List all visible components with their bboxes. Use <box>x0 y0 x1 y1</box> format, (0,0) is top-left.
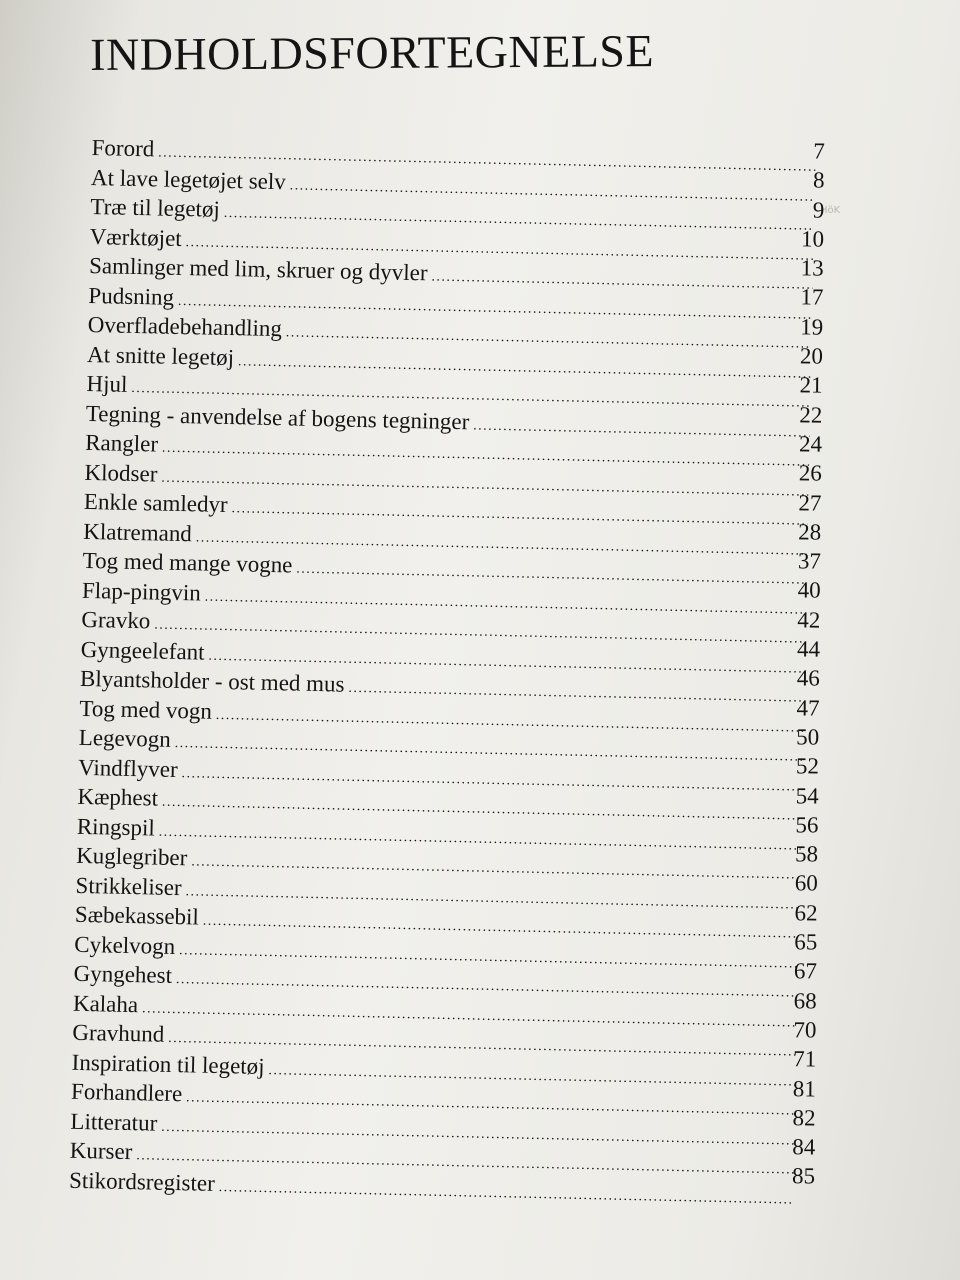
page-title: INDHOLDSFORTEGNELSE <box>90 25 655 80</box>
toc-entry-title: Forord <box>91 134 155 162</box>
toc-page-number: 62 <box>794 900 818 926</box>
toc-page-number: 81 <box>792 1075 816 1102</box>
toc-entry-title: Sæbekassebil <box>74 901 200 930</box>
toc-entry-title: Inspiration til legetøj <box>71 1049 265 1079</box>
toc-entry-title: Pudsning <box>88 282 175 310</box>
toc-page-number: 68 <box>793 987 817 1014</box>
toc-entry-title: Gyngeelefant <box>80 636 205 665</box>
toc-entry-title: Vindflyver <box>77 754 178 782</box>
toc-entry-title: Træ til legetøj <box>90 193 221 222</box>
toc-entry-title: Hjul <box>86 370 128 397</box>
toc-entry-title: Tegning - anvendelse af bogens tegninger <box>85 400 470 434</box>
toc-page-number: 47 <box>796 694 820 721</box>
toc-page-number: 52 <box>795 753 820 779</box>
toc-page-number: 40 <box>797 577 821 604</box>
faint-mark: HöK <box>820 205 841 216</box>
toc-page-number: 24 <box>798 431 823 457</box>
toc-page-number: 9 <box>812 197 825 223</box>
toc-entry-title: Ringspil <box>76 813 156 841</box>
toc-page-number: 22 <box>799 402 823 428</box>
toc-entries <box>68 133 825 1211</box>
toc-page-number: 19 <box>800 314 824 340</box>
toc-page-number: 85 <box>791 1163 816 1189</box>
toc-entry-title: Gyngehest <box>73 960 173 988</box>
toc-entry-title: Cykelvogn <box>74 931 176 959</box>
toc-page-number: 70 <box>793 1017 817 1043</box>
toc-page-number: 8 <box>812 167 825 193</box>
toc-entry-title: Kurser <box>69 1137 133 1165</box>
toc-page-number: 27 <box>798 489 822 516</box>
toc-page-number: 67 <box>793 958 818 984</box>
toc-page-number: 13 <box>800 255 824 281</box>
toc-entry-title: Blyantsholder - ost med mus <box>79 665 345 697</box>
toc-entry-title: At snitte legetøj <box>86 341 235 370</box>
toc-entry-title: Klatremand <box>83 518 193 546</box>
toc-page-number: 21 <box>799 372 823 398</box>
toc-page-number: 7 <box>813 138 825 164</box>
toc-page-number: 28 <box>798 519 822 545</box>
toc-page-number: 82 <box>792 1105 816 1131</box>
toc-entry-title: Rangler <box>84 429 159 457</box>
toc-page-number: 42 <box>797 607 821 633</box>
toc-entry-title: Forhandlere <box>70 1078 183 1107</box>
toc-entry-title: Tog med vogn <box>79 695 213 724</box>
toc-entry-title: Værktøjet <box>89 223 183 251</box>
toc-page-number: 71 <box>793 1046 817 1072</box>
toc-entry-title: Kalaha <box>72 990 139 1017</box>
toc-entry-title: Legevogn <box>78 724 172 752</box>
toc-page-number: 50 <box>796 724 820 750</box>
toc-entry-title: Klodser <box>84 459 158 487</box>
toc-page-numbers <box>755 136 825 1191</box>
toc-page-number: 20 <box>799 343 824 369</box>
toc-entry-title: Gravhund <box>72 1019 165 1047</box>
toc-page-number: 46 <box>796 665 820 691</box>
toc-entry-title: Stikordsregister <box>68 1167 216 1196</box>
toc-entry-title: Flap-pingvin <box>81 577 202 605</box>
toc-entry-title: Samlinger med lim, skruer og dyvler <box>88 252 428 286</box>
toc-page-number: 84 <box>792 1134 816 1160</box>
toc-entry-title: Gravko <box>81 606 151 634</box>
toc-entry-title: Litteratur <box>70 1108 158 1136</box>
toc-page-number: 60 <box>794 870 818 896</box>
toc-entry-title: Overfladebehandling <box>87 311 283 342</box>
toc-page-number: 56 <box>795 812 819 838</box>
toc-page-number: 17 <box>800 284 824 311</box>
toc-page-number: 58 <box>794 841 819 867</box>
toc-page-number: 26 <box>798 460 822 486</box>
toc-entry-title: Kæphest <box>77 783 159 811</box>
toc-page-number: 37 <box>797 548 822 574</box>
toc-entry-title: At lave legetøjet selv <box>90 164 287 194</box>
toc-page-number: 54 <box>795 782 819 809</box>
toc-entry-title: Kuglegriber <box>75 842 188 871</box>
toc-entry-title: Strikkeliser <box>75 872 182 900</box>
toc-entry-title: Tog med mange vogne <box>82 547 293 578</box>
toc-page-number: 65 <box>794 929 818 955</box>
toc-page-number: 10 <box>800 226 825 252</box>
toc-entry-title: Enkle samledyr <box>83 488 228 518</box>
toc-page-number: 44 <box>796 636 821 662</box>
